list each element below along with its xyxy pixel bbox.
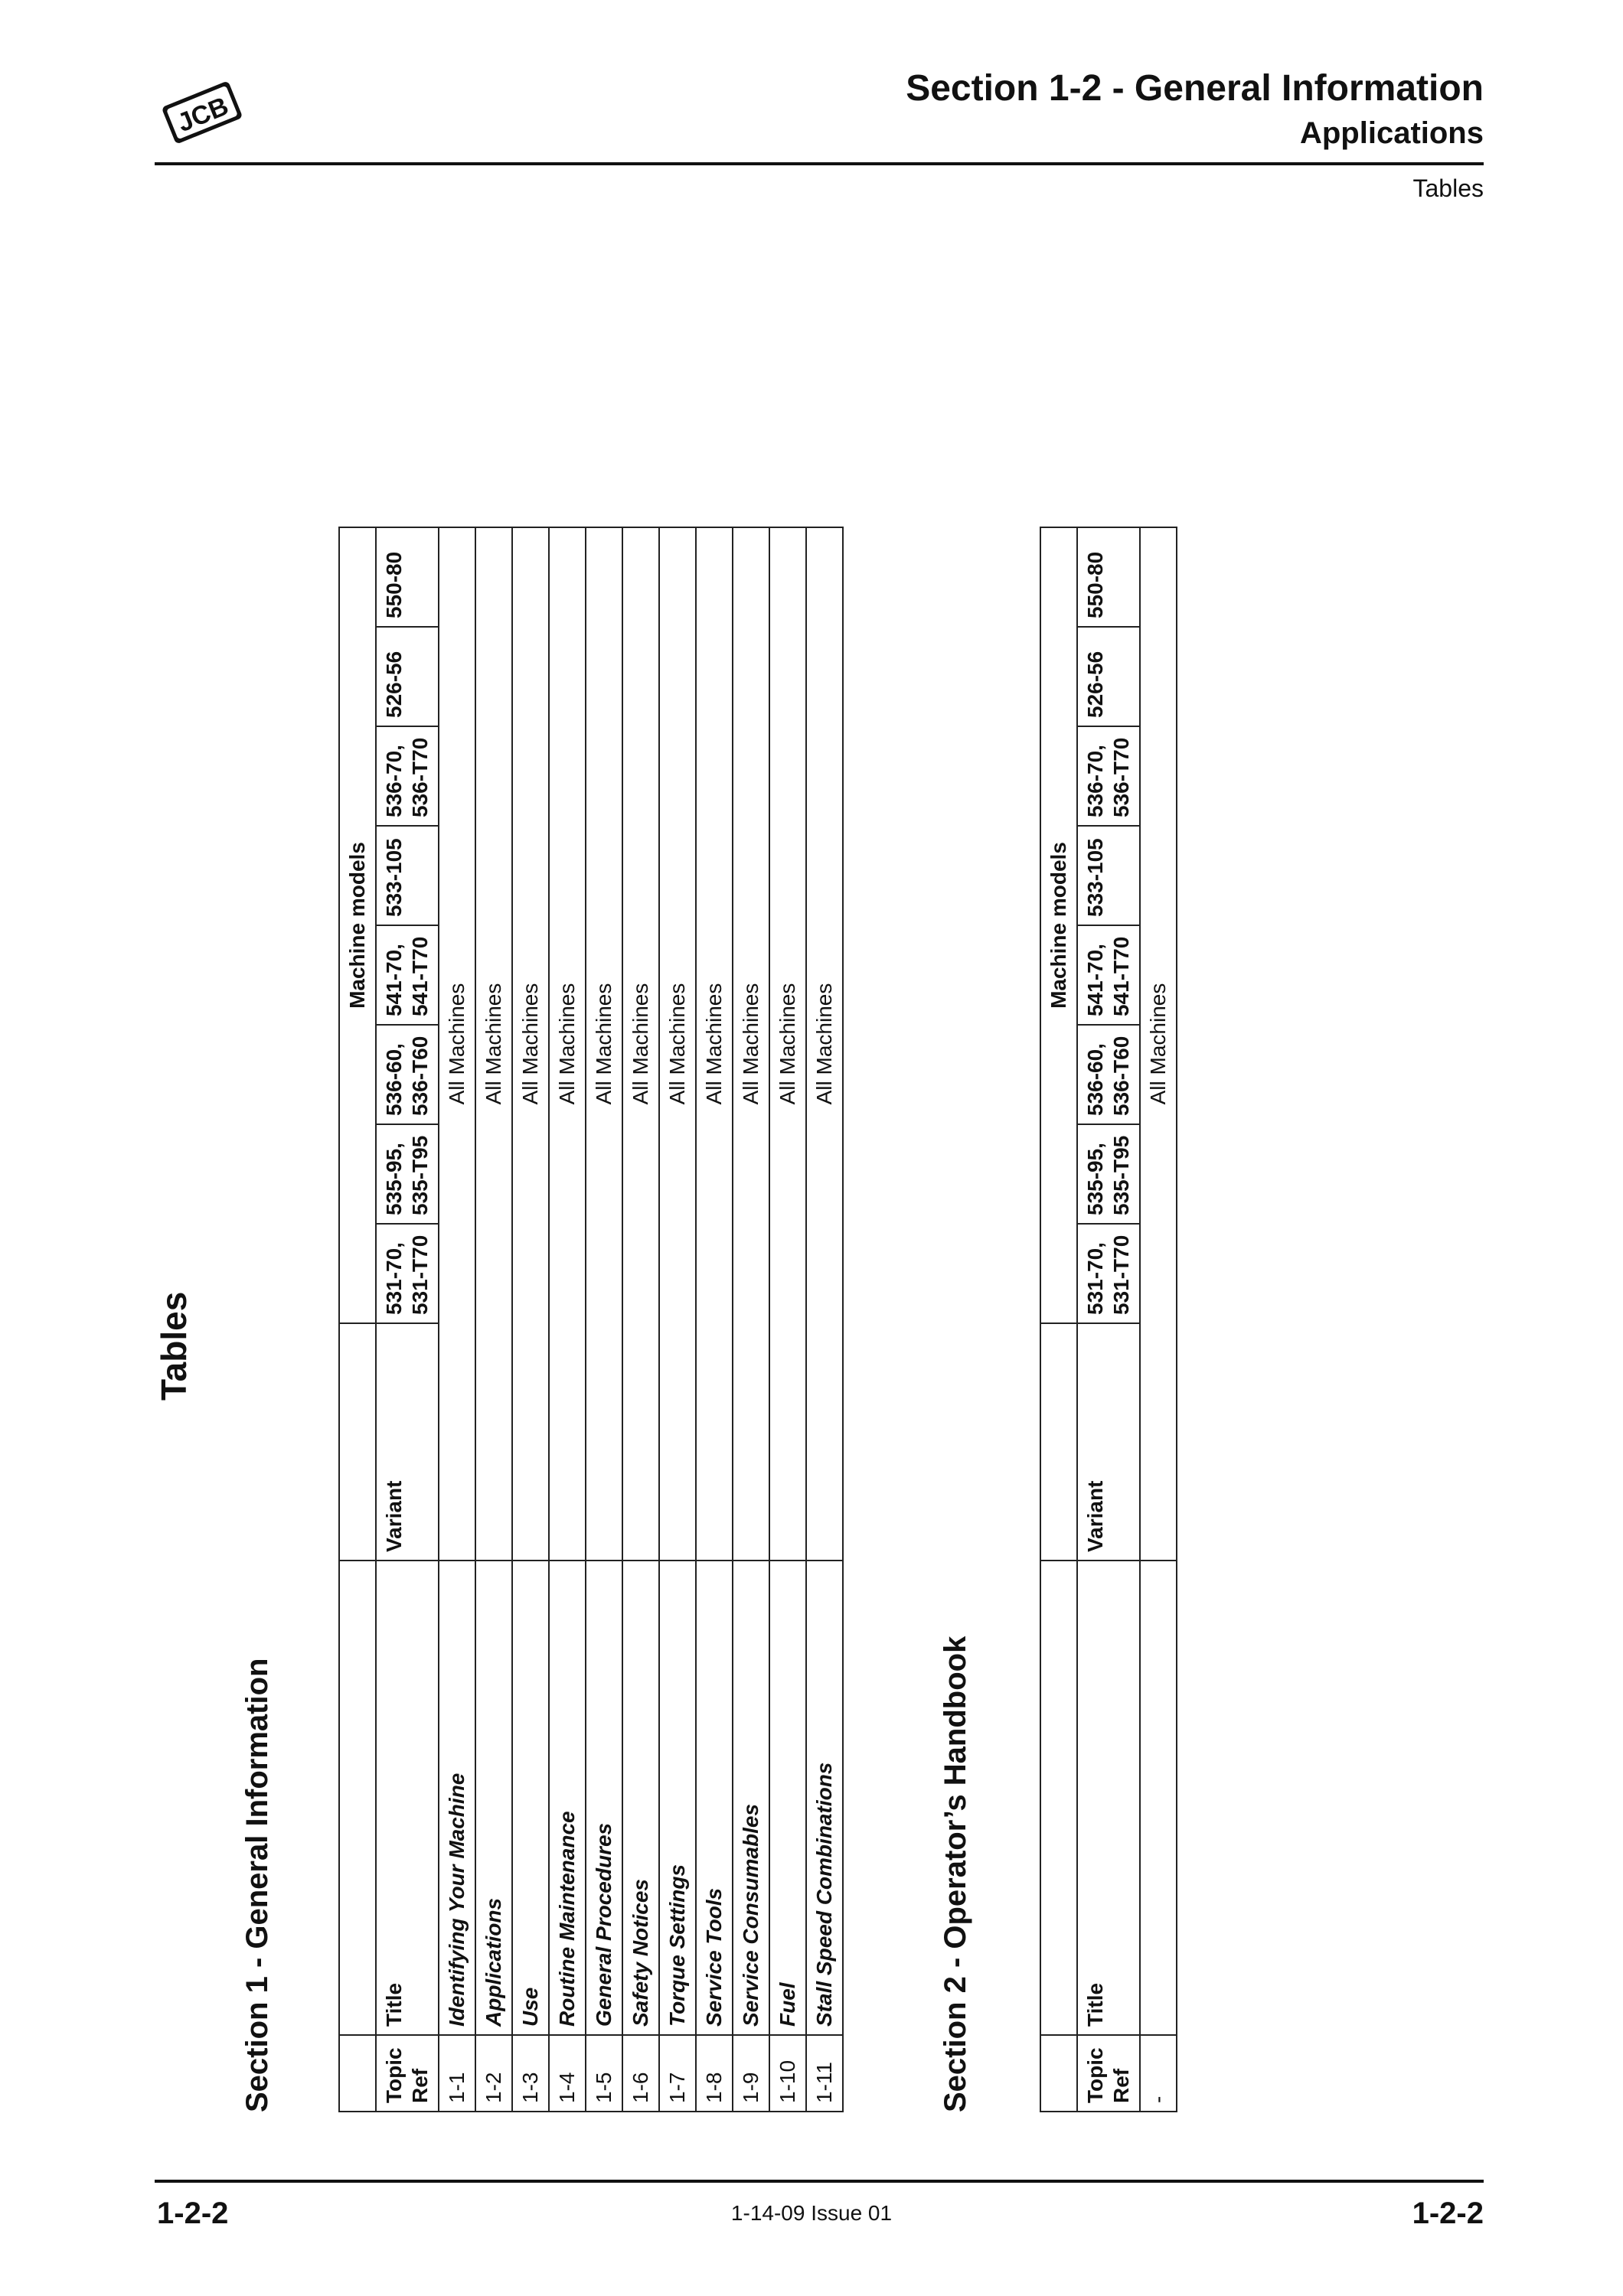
applies-to-cell: All Machines <box>549 527 586 1561</box>
col-title: Title <box>376 1561 439 2035</box>
table-row <box>659 527 696 2112</box>
table-row <box>549 527 586 2112</box>
topic-ref-cell: 1-10 <box>769 2035 806 2112</box>
topic-ref-cell: 1-7 <box>659 2035 696 2112</box>
footer-page-number-right: 1-2-2 <box>1412 2197 1484 2230</box>
col-model: 541-70, 541-T70 <box>376 925 439 1025</box>
table-row <box>1140 527 1177 2112</box>
topic-ref-cell: - <box>1140 2035 1177 2112</box>
table-row <box>512 527 549 2112</box>
col-model: 550-80 <box>1077 527 1140 627</box>
header-subtitle: Applications <box>1299 116 1484 150</box>
col-topic-ref: Topic Ref <box>376 2035 439 2112</box>
col-model: 541-70, 541-T70 <box>1077 925 1140 1025</box>
machine-models-header: Machine models <box>1040 527 1077 1323</box>
table-header-top <box>1040 527 1077 2112</box>
section2-table <box>1040 527 1177 2112</box>
col-variant: Variant <box>1077 1323 1140 1561</box>
section1-table <box>338 527 844 2112</box>
title-cell: Safety Notices <box>622 1561 659 2035</box>
col-model: 531-70, 531-T70 <box>1077 1224 1140 1323</box>
section2-heading: Section 2 - Operator’s Handbook <box>939 1636 972 2112</box>
title-cell: Torque Settings <box>659 1561 696 2035</box>
page-title: Tables <box>154 1291 194 1401</box>
topic-ref-cell: 1-5 <box>586 2035 622 2112</box>
applies-to-cell: All Machines <box>1140 527 1177 1561</box>
col-title: Title <box>1077 1561 1140 2035</box>
topic-ref-cell: 1-8 <box>696 2035 733 2112</box>
title-cell <box>1140 1561 1177 2035</box>
applies-to-cell: All Machines <box>696 527 733 1561</box>
topic-ref-cell: 1-3 <box>512 2035 549 2112</box>
topic-ref-cell: 1-2 <box>475 2035 512 2112</box>
machine-models-header: Machine models <box>339 527 376 1323</box>
title-cell: Stall Speed Combinations <box>806 1561 843 2035</box>
col-model: 531-70, 531-T70 <box>376 1224 439 1323</box>
table-row <box>475 527 512 2112</box>
table-row <box>622 527 659 2112</box>
topic-ref-cell: 1-11 <box>806 2035 843 2112</box>
applies-to-cell: All Machines <box>733 527 769 1561</box>
applies-to-cell: All Machines <box>475 527 512 1561</box>
col-model: 526-56 <box>1077 627 1140 726</box>
table-header-top <box>339 527 376 2112</box>
table-header-row <box>376 527 439 2112</box>
table-row <box>696 527 733 2112</box>
applies-to-cell: All Machines <box>586 527 622 1561</box>
table-row <box>769 527 806 2112</box>
logo-text: JCB <box>173 91 233 139</box>
topic-ref-cell: 1-1 <box>439 2035 475 2112</box>
col-variant: Variant <box>376 1323 439 1561</box>
table-row <box>733 527 769 2112</box>
col-topic-ref: Topic Ref <box>1077 2035 1140 2112</box>
footer-page-number-left: 1-2-2 <box>157 2197 229 2230</box>
title-cell: Service Tools <box>696 1561 733 2035</box>
topic-ref-cell: 1-6 <box>622 2035 659 2112</box>
header-breadcrumb: Tables <box>1412 174 1484 202</box>
table-row <box>439 527 475 2112</box>
col-model: 535-95, 535-T95 <box>376 1124 439 1224</box>
col-model: 536-60, 536-T60 <box>1077 1025 1140 1124</box>
col-model: 533-105 <box>376 826 439 925</box>
header-title: Section 1-2 - General Information <box>906 68 1484 109</box>
title-cell: Service Consumables <box>733 1561 769 2035</box>
col-model: 536-60, 536-T60 <box>376 1025 439 1124</box>
col-model: 526-56 <box>376 627 439 726</box>
applies-to-cell: All Machines <box>769 527 806 1561</box>
applies-to-cell: All Machines <box>622 527 659 1561</box>
col-model: 535-95, 535-T95 <box>1077 1124 1140 1224</box>
title-cell: Use <box>512 1561 549 2035</box>
footer-issue: 1-14-09 Issue 01 <box>730 2201 893 2225</box>
table-row <box>806 527 843 2112</box>
landscape-content <box>145 138 1309 2128</box>
title-cell: Routine Maintenance <box>549 1561 586 2035</box>
col-model: 536-70, 536-T70 <box>1077 726 1140 826</box>
applies-to-cell: All Machines <box>806 527 843 1561</box>
title-cell: Identifying Your Machine <box>439 1561 475 2035</box>
applies-to-cell: All Machines <box>512 527 549 1561</box>
table-header-row <box>1077 527 1140 2112</box>
section1-heading: Section 1 - General Information <box>240 1658 274 2112</box>
topic-ref-cell: 1-4 <box>549 2035 586 2112</box>
topic-ref-cell: 1-9 <box>733 2035 769 2112</box>
col-model: 550-80 <box>376 527 439 627</box>
col-model: 536-70, 536-T70 <box>376 726 439 826</box>
footer-divider <box>155 2180 1484 2183</box>
title-cell: Applications <box>475 1561 512 2035</box>
title-cell: Fuel <box>769 1561 806 2035</box>
applies-to-cell: All Machines <box>659 527 696 1561</box>
title-cell: General Procedures <box>586 1561 622 2035</box>
col-model: 533-105 <box>1077 826 1140 925</box>
table-row <box>586 527 622 2112</box>
applies-to-cell: All Machines <box>439 527 475 1561</box>
